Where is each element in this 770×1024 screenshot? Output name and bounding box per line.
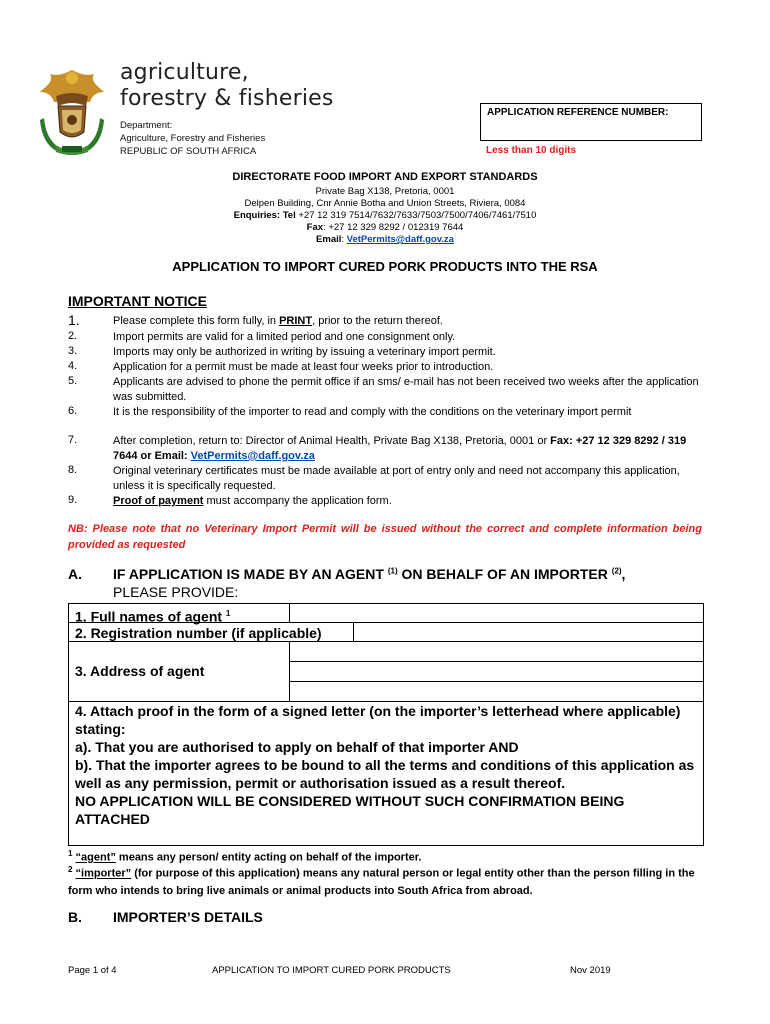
important-notice-heading: IMPORTANT NOTICE bbox=[68, 293, 207, 309]
notice-text: Please complete this form fully, in bbox=[113, 315, 280, 327]
notice-number: 8. bbox=[68, 464, 78, 476]
notice-text: After completion, return to: Director of Animal Health, Private Bag X138, Pretoria, 0001 or bbox=[113, 435, 551, 447]
notice-number: 2. bbox=[68, 330, 78, 342]
coat-of-arms-logo bbox=[36, 66, 108, 158]
email-link[interactable]: VetPermits@daff.gov.za bbox=[346, 234, 454, 245]
notice-item: Import permits are valid for a limited period and one consignment only. bbox=[113, 331, 456, 343]
enquiries-value: +27 12 319 7514/7632/7633/7503/7500/7406/7461/7510 bbox=[295, 210, 537, 221]
footnote-marker: 2 bbox=[68, 865, 73, 874]
notice-number: 3. bbox=[68, 345, 78, 357]
street-address: Delpen Building, Cnr Annie Botha and Union Streets, Riviera, 0084 bbox=[244, 198, 526, 209]
section-a-heading bbox=[113, 566, 625, 582]
brand-line-2: forestry & fisheries bbox=[120, 86, 334, 111]
proof-requirements-box bbox=[68, 701, 704, 846]
country-name: REPUBLIC OF SOUTH AFRICA bbox=[120, 146, 257, 157]
section-b-heading: IMPORTER’S DETAILS bbox=[113, 909, 263, 925]
notice-item: It is the responsibility of the importer to read and comply with the conditions on the veterinary import permit bbox=[113, 406, 632, 418]
registration-number-field[interactable] bbox=[353, 622, 704, 642]
notice-item: Original veterinary certificates must be made available at port of entry only and need not accompany this application, unless it is specifically requested. bbox=[113, 465, 680, 492]
footnote-ref: 1 bbox=[225, 609, 231, 618]
section-b-letter: B. bbox=[68, 909, 82, 925]
notice-item bbox=[113, 434, 703, 464]
registration-number-label: 2. Registration number (if applicable) bbox=[68, 622, 354, 642]
notice-number: 9. bbox=[68, 494, 78, 506]
row-label-text: 1. Full names of agent bbox=[75, 608, 226, 625]
section-a-letter: A. bbox=[68, 566, 82, 582]
agent-address-line-3[interactable] bbox=[289, 681, 704, 702]
footnote-term: “agent” bbox=[75, 851, 116, 864]
enquiries-line bbox=[0, 210, 770, 221]
heading-text: IF APPLICATION IS MADE BY AN AGENT bbox=[113, 566, 388, 582]
notice-emphasis: Proof of payment bbox=[113, 495, 204, 507]
department-name: Agriculture, Forestry and Fisheries bbox=[120, 133, 266, 144]
proof-item-b: b). That the importer agrees to be bound to all the terms and conditions of this application as well as any permission, permit or authorisation issued as a result thereof. bbox=[75, 757, 695, 791]
notice-text: , prior to the return thereof. bbox=[312, 315, 443, 327]
agent-address-label: 3. Address of agent bbox=[68, 641, 290, 702]
section-a-subheading: PLEASE PROVIDE: bbox=[113, 584, 239, 600]
fax-value: : +27 12 329 8292 / 012319 7644 bbox=[323, 222, 464, 233]
notice-number: 7. bbox=[68, 434, 78, 446]
footnote-marker: 1 bbox=[68, 849, 73, 858]
reference-number-field[interactable] bbox=[480, 103, 702, 141]
notice-item bbox=[113, 494, 703, 509]
department-label: Department: bbox=[120, 120, 173, 131]
heading-text: ON BEHALF OF AN IMPORTER bbox=[397, 566, 612, 582]
notice-number: 5. bbox=[68, 375, 78, 387]
heading-text: , bbox=[621, 566, 626, 582]
fax-label: Fax bbox=[306, 222, 324, 233]
email-separator: : bbox=[341, 234, 347, 245]
notice-email-link[interactable]: VetPermits@daff.gov.za bbox=[190, 450, 315, 462]
reference-number-label: APPLICATION REFERENCE NUMBER: bbox=[487, 107, 669, 118]
nb-warning: NB: Please note that no Veterinary Import Permit will be issued without the correct and complete information being provided as requested bbox=[68, 523, 702, 551]
proof-warning: NO APPLICATION WILL BE CONSIDERED WITHOUT SUCH CONFIRMATION BEING ATTACHED bbox=[75, 793, 625, 827]
notice-item: Imports may only be authorized in writing by issuing a veterinary import permit. bbox=[113, 346, 496, 358]
footnote-ref: (1) bbox=[387, 566, 398, 576]
footnote-term: “importer” bbox=[75, 867, 132, 880]
agent-name-label bbox=[68, 603, 290, 623]
proof-item-a: a). That you are authorised to apply on behalf of that importer AND bbox=[75, 739, 519, 755]
form-title: APPLICATION TO IMPORT CURED PORK PRODUCTS INTO THE RSA bbox=[172, 259, 598, 274]
agent-name-field[interactable] bbox=[289, 603, 704, 623]
notice-contact: Fax: +27 12 329 8292 / 319 7644 or Email: bbox=[113, 435, 687, 462]
notice-number: 4. bbox=[68, 360, 78, 372]
notice-text: must accompany the application form. bbox=[203, 495, 392, 507]
agent-address-line-1[interactable] bbox=[289, 641, 704, 662]
notice-item: Application for a permit must be made at least four weeks prior to introduction. bbox=[113, 361, 494, 373]
notice-emphasis: PRINT bbox=[279, 315, 313, 327]
footer-title: APPLICATION TO IMPORT CURED PORK PRODUCTS bbox=[212, 965, 451, 976]
footnote-text: means any person/ entity acting on behalf of the importer. bbox=[115, 851, 422, 864]
proof-instruction: 4. Attach proof in the form of a signed letter (on the importer’s letterhead where applicable) stating: bbox=[75, 703, 681, 737]
notice-item: Applicants are advised to phone the permit office if an sms/ e-mail has not been received two weeks after the application was submitted. bbox=[113, 376, 699, 403]
footer-date: Nov 2019 bbox=[570, 965, 611, 976]
postal-address: Private Bag X138, Pretoria, 0001 bbox=[315, 186, 455, 197]
agent-address-line-2[interactable] bbox=[289, 661, 704, 682]
brand-line-1: agriculture, bbox=[120, 60, 249, 85]
enquiries-label: Enquiries: Tel bbox=[233, 210, 296, 221]
notice-number: 6. bbox=[68, 405, 78, 417]
directorate-name: DIRECTORATE FOOD IMPORT AND EXPORT STANDARDS bbox=[232, 171, 538, 183]
notice-item bbox=[113, 314, 703, 329]
reference-hint: Less than 10 digits bbox=[486, 145, 577, 156]
notice-number: 1. bbox=[68, 312, 80, 328]
footer-page-number: Page 1 of 4 bbox=[68, 965, 117, 976]
footnote-ref: (2) bbox=[611, 566, 622, 576]
footnote-importer bbox=[68, 861, 708, 900]
fax-line bbox=[0, 222, 770, 233]
email-label: Email bbox=[316, 234, 342, 245]
footnote-text: (for purpose of this application) means any natural person or legal entity other than the person filling in the form who intends to bring live animals or animal products into South Africa from abroad. bbox=[68, 867, 695, 897]
email-line bbox=[0, 234, 770, 245]
